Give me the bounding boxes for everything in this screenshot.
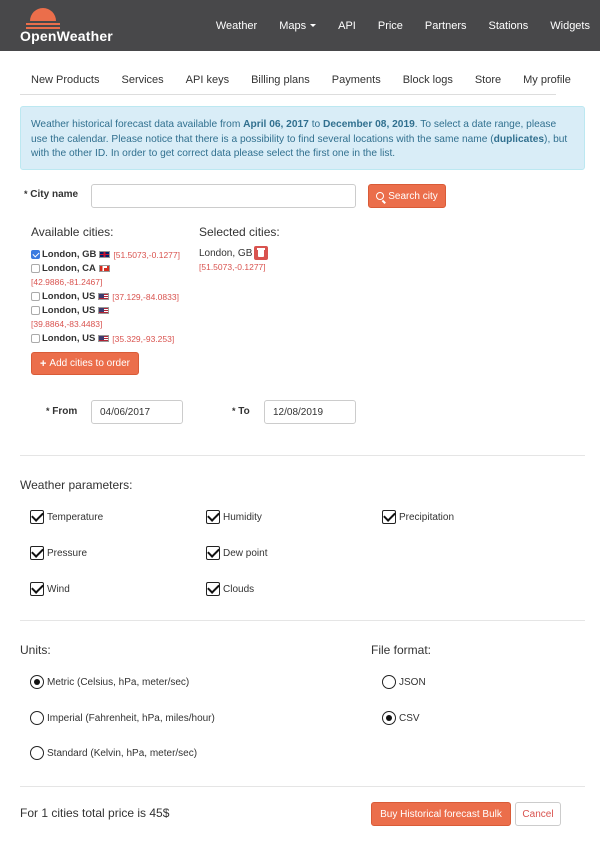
required-mark: * xyxy=(232,406,236,416)
checkbox-checked-icon[interactable] xyxy=(382,510,396,524)
nav-partners[interactable]: Partners xyxy=(424,19,467,32)
param-humidity[interactable] xyxy=(206,510,262,524)
param-clouds[interactable] xyxy=(206,582,254,596)
top-nav xyxy=(194,0,590,51)
file-format-title: File format: xyxy=(371,643,432,657)
search-icon xyxy=(376,192,384,200)
subnav-new-products[interactable]: New Products xyxy=(31,74,100,86)
alert-text: ), but with the other ID. In order to get correct data please select the first one in the list. xyxy=(31,133,568,159)
units-title: Units: xyxy=(20,643,51,657)
checkbox-checked-icon[interactable] xyxy=(206,510,220,524)
date-to-input[interactable] xyxy=(264,400,356,424)
nav-price[interactable]: Price xyxy=(377,19,403,32)
param-dew-point[interactable] xyxy=(206,546,267,560)
radio-icon[interactable] xyxy=(30,711,44,725)
city-coords: [35.329,-93.253] xyxy=(112,333,175,344)
cancel-button[interactable]: Cancel xyxy=(515,802,561,826)
city-option[interactable] xyxy=(31,333,174,344)
add-cities-button[interactable] xyxy=(31,352,139,375)
search-city-label: Search city xyxy=(388,190,438,202)
unit-label: Standard (Kelvin, hPa, meter/sec) xyxy=(47,747,198,759)
unit-imperial[interactable] xyxy=(30,711,215,725)
alert-text: Weather historical forecast data available from xyxy=(31,119,244,130)
city-option[interactable] xyxy=(31,305,109,316)
flag-gb-icon xyxy=(99,251,110,258)
selected-city-name: London, GB xyxy=(199,248,253,259)
unit-label: Metric (Celsius, hPa, meter/sec) xyxy=(47,676,190,688)
date-from-input[interactable] xyxy=(91,400,183,424)
plus-icon: + xyxy=(39,357,47,370)
city-name: London, CA xyxy=(42,263,96,274)
to-label-text: To xyxy=(238,406,250,417)
required-mark: * xyxy=(46,406,50,416)
flag-ca-icon xyxy=(99,265,110,272)
city-option[interactable] xyxy=(31,263,110,274)
param-label: Humidity xyxy=(223,511,262,523)
caret-down-icon xyxy=(310,24,316,27)
param-label: Temperature xyxy=(47,511,104,523)
add-cities-label: Add cities to order xyxy=(49,358,131,369)
city-coords: [39.8864,-83.4483] xyxy=(31,319,103,329)
format-label: CSV xyxy=(399,712,420,724)
radio-selected-icon[interactable] xyxy=(30,675,44,689)
city-coords: [42.9886,-81.2467] xyxy=(31,277,103,287)
format-csv[interactable] xyxy=(382,711,420,725)
nav-widgets[interactable]: Widgets xyxy=(550,19,590,32)
subnav-store[interactable]: Store xyxy=(474,74,502,86)
city-option[interactable] xyxy=(31,249,180,260)
trash-icon[interactable] xyxy=(254,246,268,260)
alert-date-from: April 06, 2017 xyxy=(243,119,309,130)
city-checkbox[interactable] xyxy=(31,264,40,273)
selected-city-coords: [51.5073,-0.1277] xyxy=(199,262,266,272)
checkbox-checked-icon[interactable] xyxy=(206,546,220,560)
format-json[interactable] xyxy=(382,675,426,689)
alert-text: . To select a date range, please use the calendar. Please notice that there is a possibility to find several locations with the same name ( xyxy=(31,119,557,145)
search-city-button[interactable] xyxy=(368,184,446,208)
checkbox-checked-icon[interactable] xyxy=(30,546,44,560)
subnav-billing-plans[interactable]: Billing plans xyxy=(251,74,310,86)
info-alert xyxy=(20,106,585,170)
alert-text: to xyxy=(308,119,324,130)
sun-icon xyxy=(30,8,56,21)
subnav-my-profile[interactable]: My profile xyxy=(523,74,571,86)
format-label: JSON xyxy=(399,676,426,688)
param-precipitation[interactable] xyxy=(382,510,454,524)
brand-name: OpenWeather xyxy=(20,28,113,44)
city-name: London, GB xyxy=(42,249,97,260)
city-name-input[interactable] xyxy=(91,184,356,208)
divider xyxy=(20,455,585,456)
city-name-label-text: City name xyxy=(30,189,79,200)
to-label xyxy=(232,406,250,417)
city-coords: [37.129,-84.0833] xyxy=(112,291,179,302)
unit-standard[interactable] xyxy=(30,746,197,760)
radio-selected-icon[interactable] xyxy=(382,711,396,725)
divider xyxy=(20,620,585,621)
flag-us-icon xyxy=(98,307,109,314)
radio-icon[interactable] xyxy=(30,746,44,760)
city-option[interactable] xyxy=(31,291,179,302)
city-checkbox[interactable] xyxy=(31,292,40,301)
city-name: London, US xyxy=(42,333,96,344)
checkbox-checked-icon[interactable] xyxy=(206,582,220,596)
available-cities-title: Available cities: xyxy=(31,225,114,239)
subnav-api-keys[interactable]: API keys xyxy=(185,74,230,86)
param-wind[interactable] xyxy=(30,582,70,596)
param-temperature[interactable] xyxy=(30,510,103,524)
divider xyxy=(20,786,585,787)
nav-maps-label: Maps xyxy=(279,19,307,32)
param-label: Precipitation xyxy=(399,511,455,523)
total-price: For 1 cities total price is 45$ xyxy=(20,806,170,820)
checkbox-checked-icon[interactable] xyxy=(30,582,44,596)
alert-duplicates: duplicates xyxy=(493,133,545,145)
radio-icon[interactable] xyxy=(382,675,396,689)
logo[interactable] xyxy=(20,6,120,46)
param-label: Dew point xyxy=(223,547,268,559)
param-label: Pressure xyxy=(47,547,88,559)
checkbox-checked-icon[interactable] xyxy=(30,510,44,524)
city-coords: [51.5073,-0.1277] xyxy=(113,249,180,260)
nav-api[interactable]: API xyxy=(338,19,356,32)
from-label-text: From xyxy=(52,406,78,417)
flag-us-icon xyxy=(98,293,109,300)
unit-metric[interactable] xyxy=(30,675,189,689)
required-mark: * xyxy=(24,189,28,199)
selected-cities-title: Selected cities: xyxy=(199,225,280,239)
from-label xyxy=(46,406,77,417)
account-subnav xyxy=(20,66,571,95)
nav-stations[interactable]: Stations xyxy=(488,19,529,32)
subnav-payments[interactable]: Payments xyxy=(331,74,381,86)
nav-weather[interactable]: Weather xyxy=(215,19,258,32)
unit-label: Imperial (Fahrenheit, hPa, miles/hour) xyxy=(47,712,215,724)
param-pressure[interactable] xyxy=(30,546,87,560)
city-checkbox[interactable] xyxy=(31,334,40,343)
top-navbar xyxy=(0,0,600,51)
city-name: London, US xyxy=(42,305,96,316)
city-checkbox[interactable] xyxy=(31,250,40,259)
subnav-services[interactable]: Services xyxy=(121,74,164,86)
city-checkbox[interactable] xyxy=(31,306,40,315)
buy-button[interactable]: Buy Historical forecast Bulk xyxy=(371,802,511,826)
param-label: Clouds xyxy=(223,583,255,595)
param-label: Wind xyxy=(47,583,70,595)
subnav-block-logs[interactable]: Block logs xyxy=(402,74,453,86)
city-name: London, US xyxy=(42,291,96,302)
alert-date-to: December 08, 2019 xyxy=(323,119,415,130)
nav-maps[interactable] xyxy=(279,20,316,32)
city-name-label xyxy=(24,189,78,200)
flag-us-icon xyxy=(98,335,109,342)
weather-parameters-title: Weather parameters: xyxy=(20,478,133,492)
